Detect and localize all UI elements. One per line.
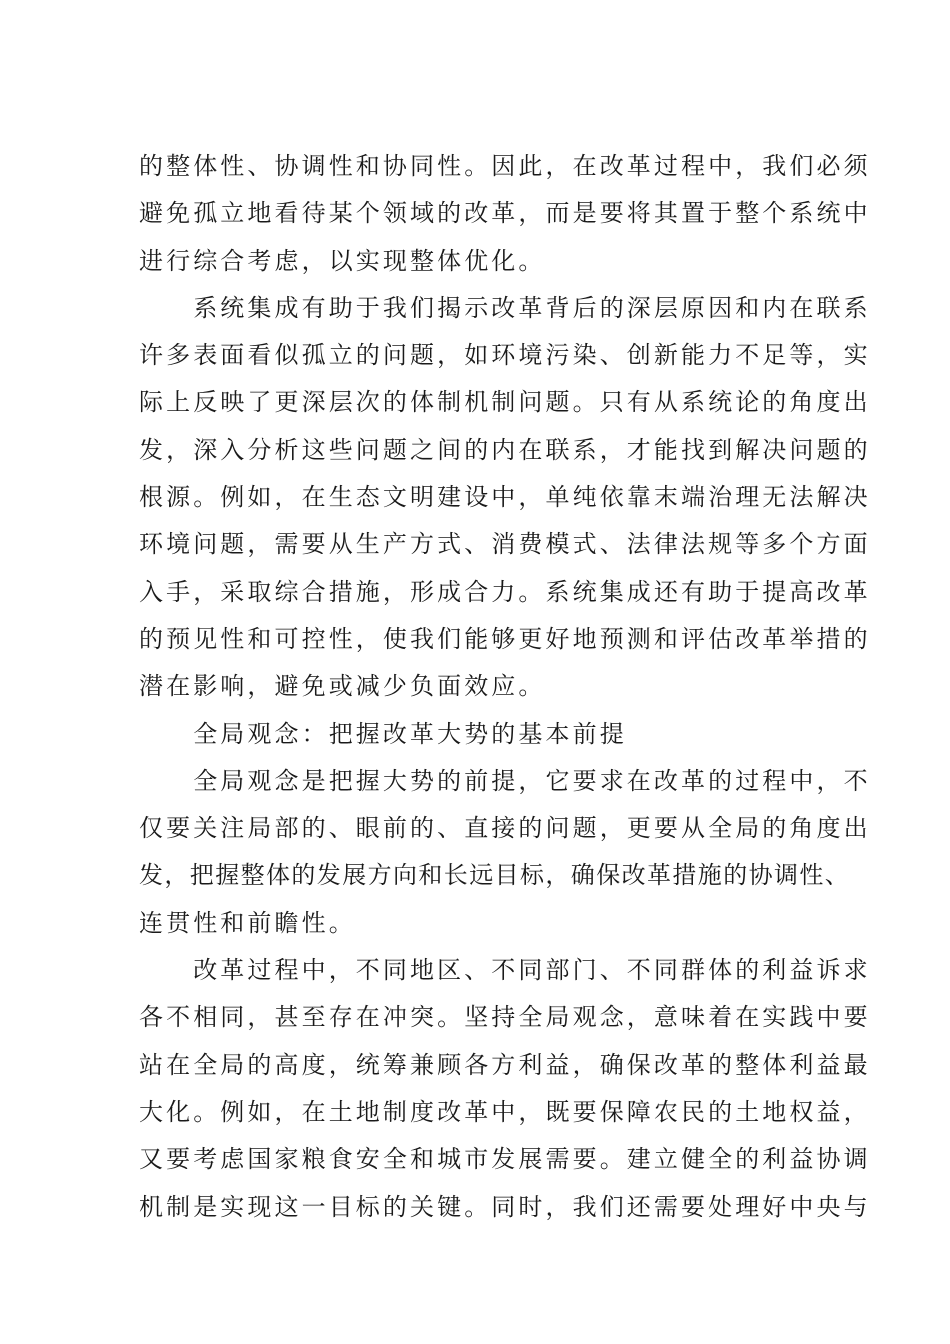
- text-line: 根源。例如，在生态文明建设中，单纯依靠末端治理无法解决: [139, 483, 871, 512]
- text-line: 站在全局的高度，统筹兼顾各方利益，确保改革的整体利益最: [139, 1050, 871, 1079]
- text-line: 潜在影响，避免或减少负面效应。: [139, 672, 546, 701]
- text-line: 各不相同，甚至存在冲突。坚持全局观念，意味着在实践中要: [139, 1003, 871, 1032]
- text-line: 连贯性和前瞻性。: [139, 908, 356, 937]
- text-line: 系统集成有助于我们揭示改革背后的深层原因和内在联系: [139, 293, 871, 322]
- body-text: [139, 143, 871, 1231]
- text-line: 仅要关注局部的、眼前的、直接的问题，更要从全局的角度出: [139, 814, 871, 843]
- section-heading: 全局观念：把握改革大势的基本前提: [139, 719, 627, 748]
- text-line: 进行综合考虑，以实现整体优化。: [139, 246, 546, 275]
- text-line: 入手，采取综合措施，形成合力。系统集成还有助于提高改革: [139, 577, 871, 606]
- text-line: 机制是实现这一目标的关键。同时，我们还需要处理好中央与: [139, 1192, 871, 1221]
- text-line: 的预见性和可控性，使我们能够更好地预测和评估改革举措的: [139, 624, 871, 653]
- text-line: 又要考虑国家粮食安全和城市发展需要。建立健全的利益协调: [139, 1145, 871, 1174]
- text-line: 改革过程中，不同地区、不同部门、不同群体的利益诉求: [139, 956, 871, 985]
- text-line: 避免孤立地看待某个领域的改革，而是要将其置于整个系统中: [139, 199, 871, 228]
- text-line: 许多表面看似孤立的问题，如环境污染、创新能力不足等，实: [139, 341, 871, 370]
- text-line: 大化。例如，在土地制度改革中，既要保障农民的土地权益，: [139, 1097, 871, 1126]
- text-line: 全局观念是把握大势的前提，它要求在改革的过程中，不: [139, 766, 871, 795]
- text-line: 发，把握整体的发展方向和长远目标，确保改革措施的协调性、: [139, 861, 851, 890]
- text-line: 发，深入分析这些问题之间的内在联系，才能找到解决问题的: [139, 435, 871, 464]
- text-line: 的整体性、协调性和协同性。因此，在改革过程中，我们必须: [139, 152, 871, 180]
- text-line: 环境问题，需要从生产方式、消费模式、法律法规等多个方面: [139, 530, 871, 559]
- text-line: 际上反映了更深层次的体制机制问题。只有从系统论的角度出: [139, 388, 871, 417]
